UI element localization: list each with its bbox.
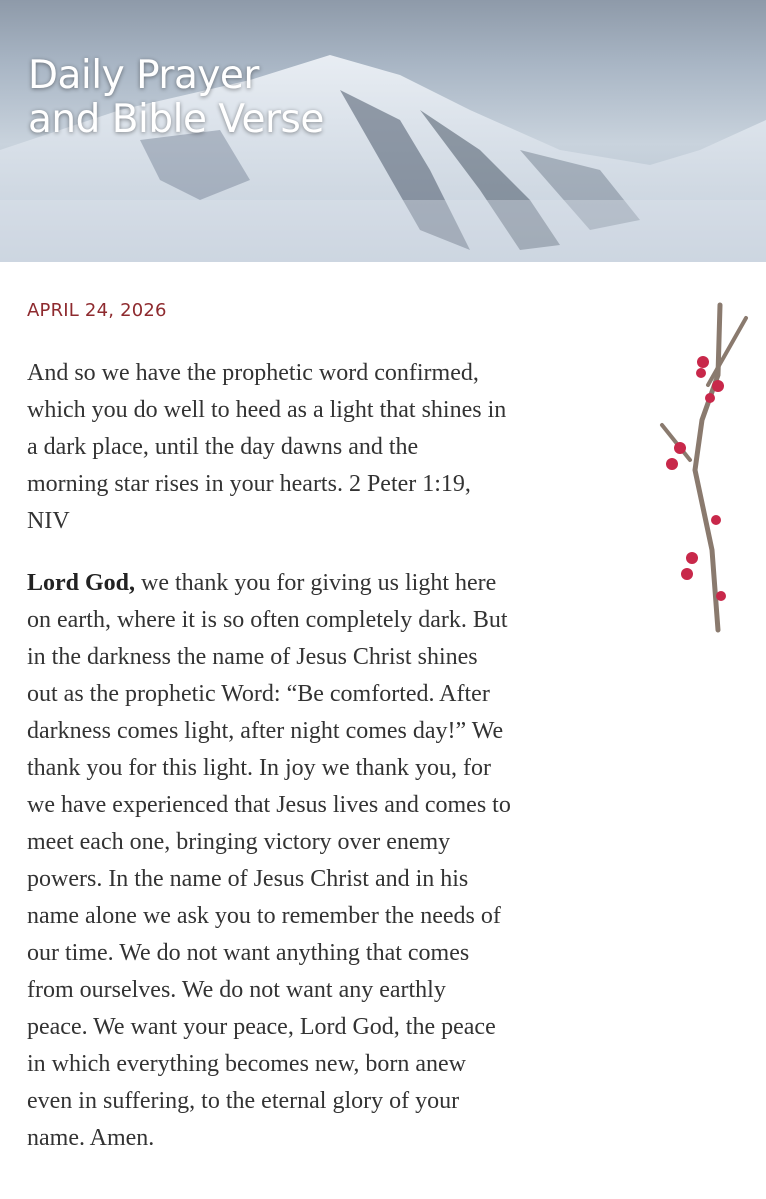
- prayer-line: [27, 565, 511, 602]
- prayer-line-text: we have experienced that Jesus lives and comes to: [27, 792, 511, 818]
- verse-line: NIV: [27, 508, 70, 534]
- prayer-line: [27, 787, 511, 824]
- prayer-line-text: peace. We want your peace, Lord God, the peace: [27, 1014, 496, 1040]
- prayer-line-text: thank you for this light. In joy we thank you, for: [27, 755, 491, 781]
- prayer-line-text: we thank you for giving us light here: [135, 570, 497, 596]
- prayer-line-text: powers. In the name of Jesus Christ and in his: [27, 866, 469, 892]
- verse-line: a dark place, until the day dawns and the: [27, 434, 419, 460]
- prayer-line-text: on earth, where it is so often completely dark. But: [27, 607, 508, 633]
- prayer-line-text: name alone we ask you to remember the needs of: [27, 903, 501, 929]
- prayer-line-text: in which everything becomes new, born anew: [27, 1051, 466, 1077]
- prayer-line-text: darkness comes light, after night comes day!” We: [27, 718, 504, 744]
- prayer-line-text: name. Amen.: [27, 1125, 155, 1151]
- prayer-line: [27, 861, 511, 898]
- prayer-line-text: out as the prophetic Word: “Be comforted. After: [27, 681, 490, 707]
- hero-banner: [0, 0, 766, 262]
- prayer-line: [27, 1009, 511, 1046]
- title-line-2: and Bible Verse: [28, 97, 324, 142]
- prayer-line: [27, 972, 511, 1009]
- prayer-line-text: meet each one, bringing victory over enemy: [27, 829, 451, 855]
- prayer-line: [27, 824, 511, 861]
- prayer-line-text: our time. We do not want anything that comes: [27, 940, 470, 966]
- page-title: [28, 54, 324, 142]
- prayer-line-text: even in suffering, to the eternal glory of your: [27, 1088, 460, 1114]
- prayer-line: [27, 713, 511, 750]
- prayer-line: [27, 898, 511, 935]
- prayer-line: [27, 1120, 511, 1157]
- prayer-text: [27, 565, 511, 1157]
- date-label: APRIL 24, 2026: [27, 300, 167, 321]
- prayer-bold-lead: Lord God,: [27, 570, 136, 596]
- prayer-line: [27, 750, 511, 787]
- blossom-branch-icon: [640, 290, 766, 640]
- prayer-line: [27, 676, 511, 713]
- verse-line: And so we have the prophetic word confirmed,: [27, 360, 479, 386]
- prayer-line: [27, 639, 511, 676]
- title-line-1: Daily Prayer: [28, 53, 259, 98]
- verse-line: morning star rises in your hearts. 2 Peter 1:19,: [27, 471, 471, 497]
- bible-verse: [27, 355, 506, 540]
- prayer-line: [27, 602, 511, 639]
- verse-line: which you do well to heed as a light that shines in: [27, 397, 507, 423]
- prayer-line: [27, 1046, 511, 1083]
- prayer-line-text: in the darkness the name of Jesus Christ shines: [27, 644, 478, 670]
- prayer-line: [27, 935, 511, 972]
- prayer-line: [27, 1083, 511, 1120]
- prayer-line-text: from ourselves. We do not want any earthly: [27, 977, 446, 1003]
